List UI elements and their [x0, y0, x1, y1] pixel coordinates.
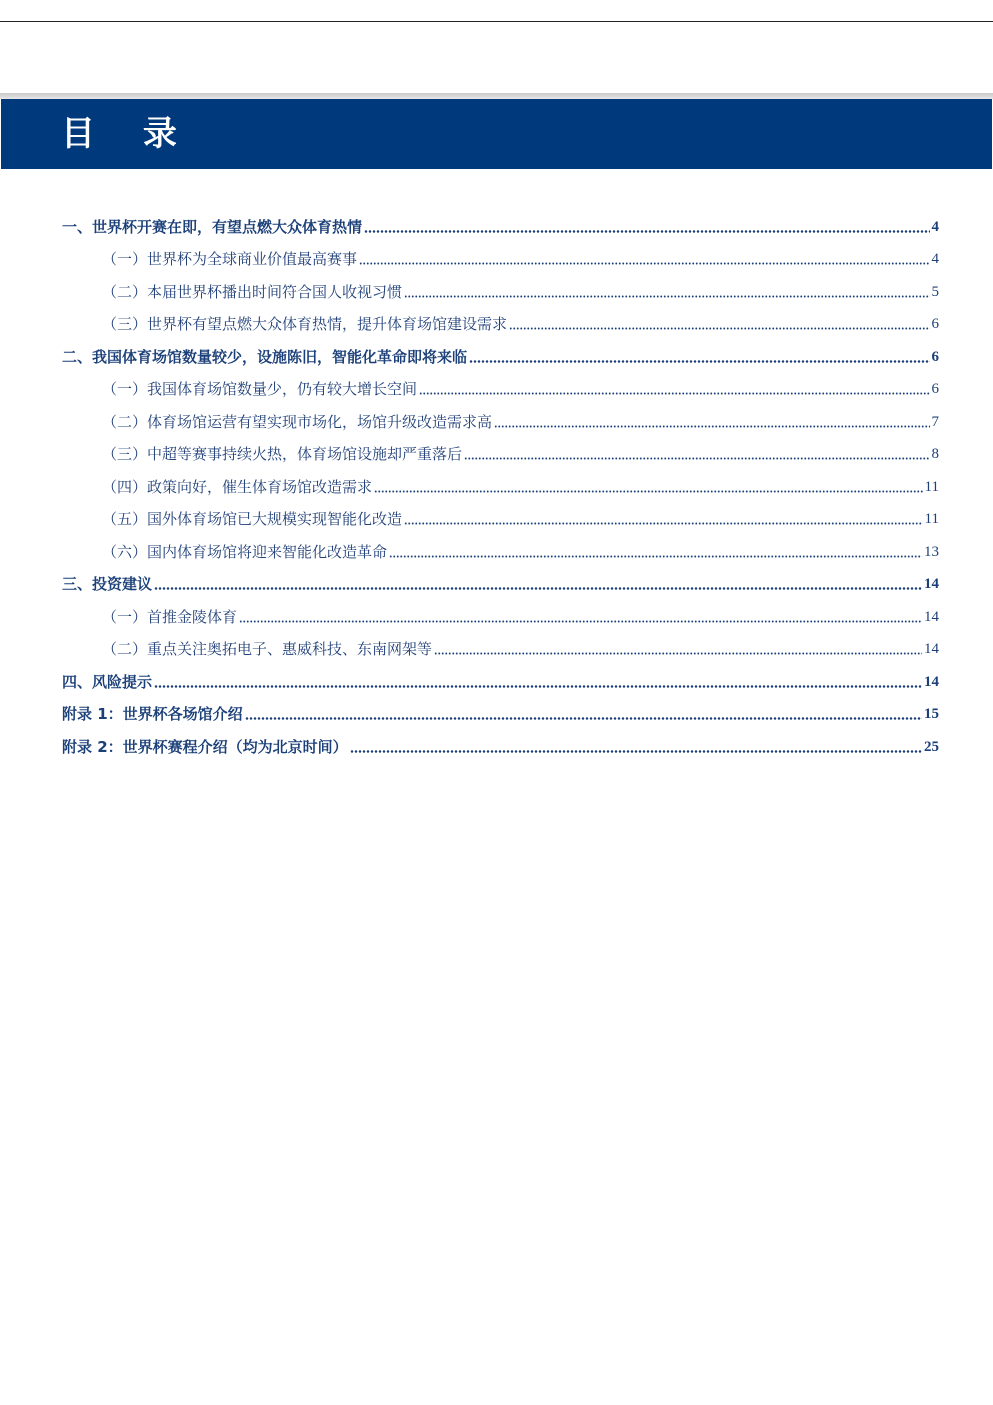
toc-section-entry[interactable] [62, 725, 939, 758]
toc-dot-leader [350, 750, 922, 753]
header-rule [0, 21, 993, 22]
toc-entry-title: （一）我国体育场馆数量少，仍有较大增长空间 [102, 380, 418, 398]
toc-subsection-entry[interactable] [62, 238, 939, 271]
toc-dot-leader [154, 685, 922, 688]
table-of-contents [62, 205, 939, 758]
toc-page-number: 25 [924, 738, 939, 755]
toc-entry-title: 三、投资建议 [62, 575, 153, 593]
toc-dot-leader [374, 490, 923, 493]
toc-dot-leader [494, 425, 929, 428]
toc-entry-title: （六）国内体育场馆将迎来智能化改造革命 [102, 542, 388, 561]
toc-subsection-entry[interactable] [62, 628, 939, 661]
toc-page-number: 14 [924, 608, 939, 625]
toc-subsection-entry[interactable] [62, 530, 939, 563]
toc-page-number: 11 [924, 511, 939, 527]
toc-section-entry[interactable] [62, 205, 939, 238]
toc-subsection-entry[interactable] [62, 368, 939, 401]
toc-entry-title: （二）重点关注奥拓电子、惠威科技、东南网架等 [102, 640, 433, 658]
title-banner [1, 99, 992, 169]
toc-entry-title: 一、世界杯开赛在即，有望点燃大众体育热情 [62, 217, 363, 236]
toc-page-number: 6 [931, 316, 939, 332]
toc-entry-title: （一）首推金陵体育 [102, 607, 238, 626]
toc-page-number: 8 [931, 446, 939, 462]
toc-subsection-entry[interactable] [62, 270, 939, 303]
toc-dot-leader [434, 652, 922, 655]
toc-subsection-entry[interactable] [62, 595, 939, 628]
toc-entry-title: （四）政策向好，催生体育场馆改造需求 [102, 477, 373, 496]
page-title: 目 录 [61, 114, 195, 154]
toc-dot-leader [364, 230, 929, 233]
toc-page-number: 4 [931, 218, 939, 235]
toc-dot-leader [359, 262, 929, 265]
toc-page-number: 5 [931, 283, 939, 300]
toc-entry-title: （五）国外体育场馆已大规模实现智能化改造 [102, 510, 403, 528]
toc-page-number: 14 [924, 641, 939, 657]
toc-page-number: 15 [924, 706, 939, 722]
toc-entry-title: （三）世界杯有望点燃大众体育热情，提升体育场馆建设需求 [102, 315, 508, 333]
toc-dot-leader [419, 392, 929, 395]
toc-page-number: 7 [931, 413, 939, 430]
toc-dot-leader [509, 327, 929, 330]
toc-subsection-entry[interactable] [62, 433, 939, 466]
toc-subsection-entry[interactable] [62, 303, 939, 336]
toc-subsection-entry[interactable] [62, 465, 939, 498]
toc-dot-leader [154, 587, 922, 590]
toc-dot-leader [245, 717, 922, 720]
toc-page-number: 6 [931, 348, 939, 365]
toc-section-entry[interactable] [62, 563, 939, 596]
toc-dot-leader [404, 522, 923, 525]
toc-page-number: 13 [924, 543, 939, 560]
toc-dot-leader [404, 295, 929, 298]
toc-entry-title: 二、我国体育场馆数量较少，设施陈旧，智能化革命即将来临 [62, 347, 468, 366]
toc-page-number: 4 [931, 251, 939, 267]
toc-dot-leader [239, 620, 922, 623]
toc-entry-title: 附录 2：世界杯赛程介绍（均为北京时间） [62, 737, 348, 756]
toc-subsection-entry[interactable] [62, 400, 939, 433]
toc-subsection-entry[interactable] [62, 498, 939, 531]
toc-section-entry[interactable] [62, 693, 939, 726]
toc-dot-leader [469, 360, 929, 363]
toc-page-number: 6 [931, 381, 939, 397]
toc-entry-title: （二）本届世界杯播出时间符合国人收视习惯 [102, 282, 403, 301]
toc-dot-leader [389, 555, 922, 558]
toc-entry-title: 附录 1：世界杯各场馆介绍 [62, 705, 243, 723]
toc-entry-title: （一）世界杯为全球商业价值最高赛事 [102, 250, 358, 268]
toc-entry-title: （二）体育场馆运营有望实现市场化，场馆升级改造需求高 [102, 412, 493, 431]
toc-page-number: 14 [924, 673, 939, 690]
toc-page-number: 11 [924, 478, 939, 495]
toc-entry-title: （三）中超等赛事持续火热，体育场馆设施却严重落后 [102, 445, 463, 463]
toc-dot-leader [464, 457, 929, 460]
toc-section-entry[interactable] [62, 335, 939, 368]
toc-page-number: 14 [924, 576, 939, 592]
toc-section-entry[interactable] [62, 660, 939, 693]
toc-entry-title: 四、风险提示 [62, 672, 153, 691]
